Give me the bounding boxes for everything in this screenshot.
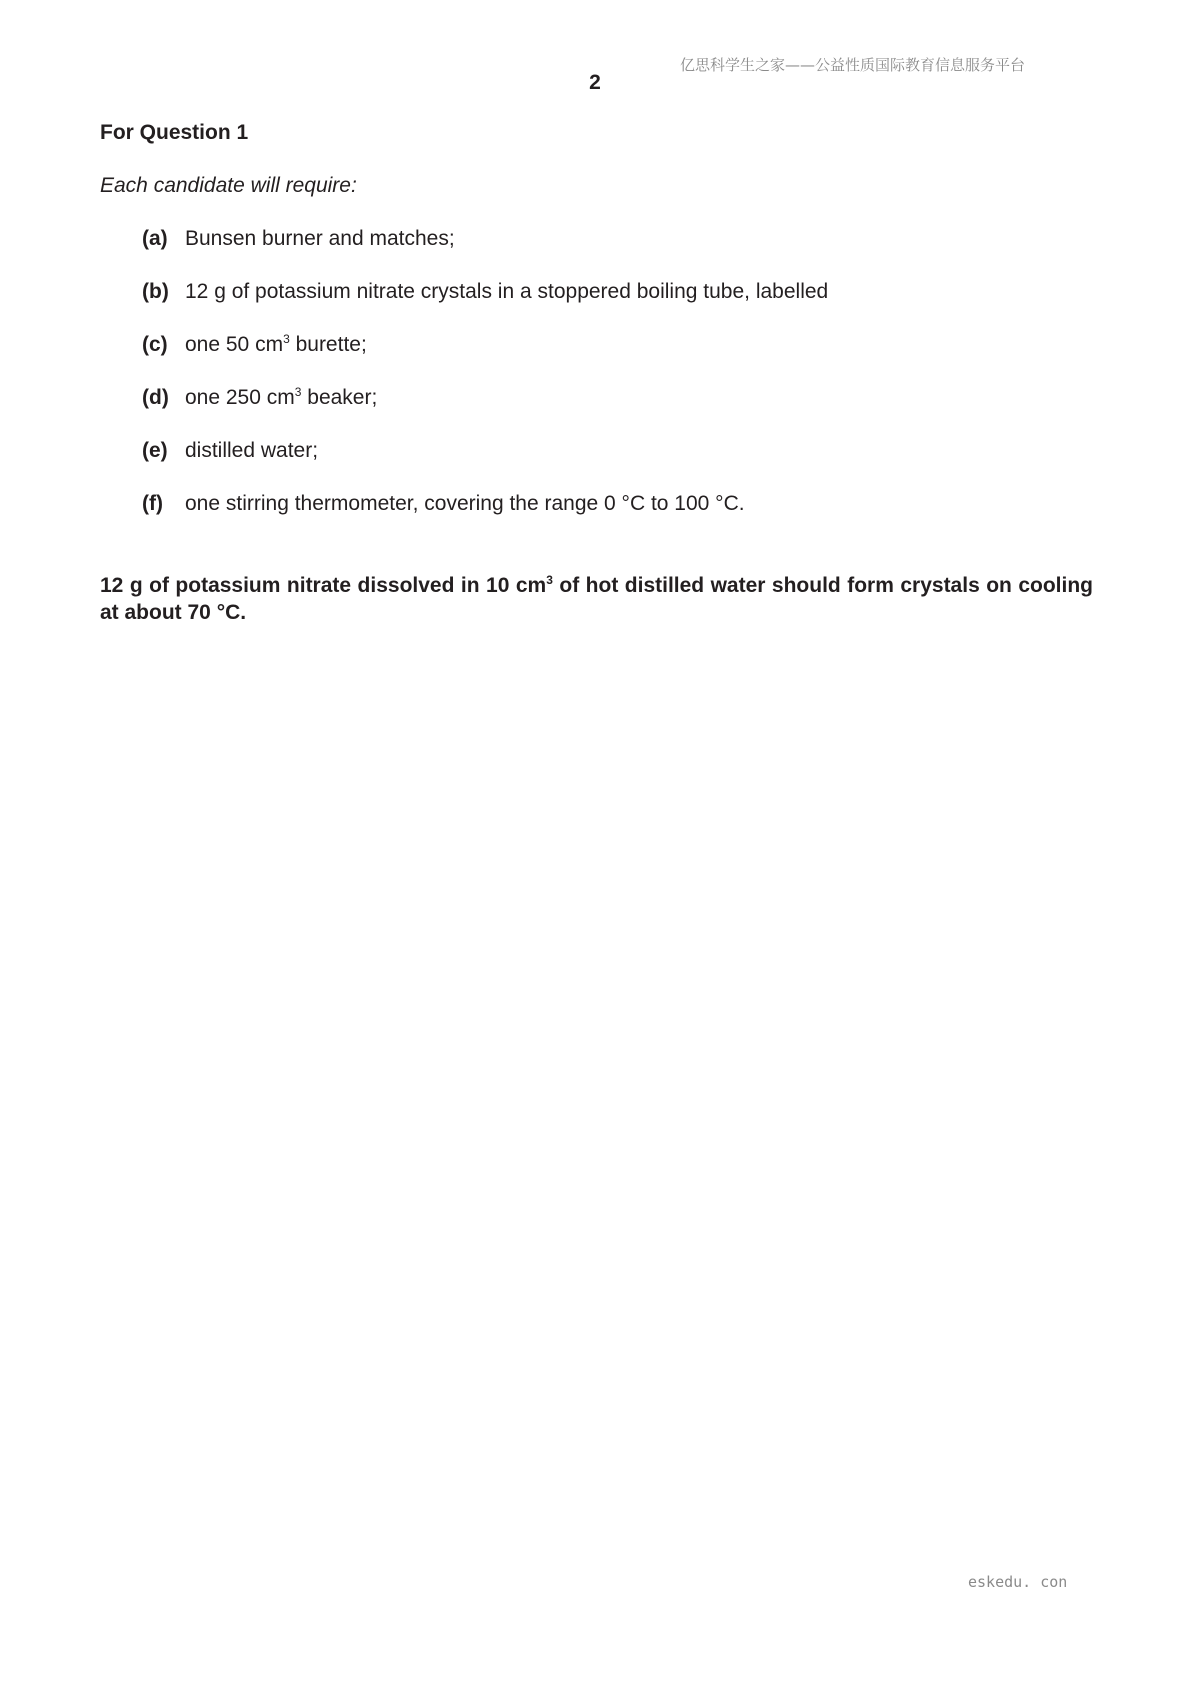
list-item-d [142, 386, 377, 410]
superscript: 3 [283, 332, 290, 346]
list-item-f [142, 492, 745, 516]
superscript: 3 [546, 573, 553, 587]
item-text-pre: one 250 cm [185, 386, 295, 409]
list-item-b [142, 280, 828, 304]
item-text: 12 g of potassium nitrate crystals in a stoppered boiling tube, labelled [185, 280, 829, 303]
item-letter: (d) [142, 386, 169, 409]
intro-text: Each candidate will require: [100, 174, 357, 197]
header-watermark: 亿思科学生之家——公益性质国际教育信息服务平台 [680, 56, 1026, 74]
list-item-c [142, 333, 367, 357]
footer-watermark: eskedu. con [968, 1573, 1068, 1591]
item-letter: (c) [142, 333, 168, 356]
item-text: distilled water; [185, 439, 319, 462]
item-text-post: beaker; [301, 386, 378, 409]
section-heading: For Question 1 [100, 121, 249, 144]
preparation-note [100, 572, 1093, 626]
item-letter: (e) [142, 439, 168, 462]
page-number: 2 [589, 71, 601, 94]
item-text-post: burette; [289, 333, 367, 356]
note-text-post: of hot distilled water should form crystals on cooling at about 70 °C. [100, 574, 1094, 624]
item-letter: (f) [142, 492, 163, 515]
superscript: 3 [294, 385, 302, 399]
item-text: one stirring thermometer, covering the range 0 °C to 100 °C. [185, 492, 745, 515]
list-item-e [142, 439, 318, 463]
list-item-a [142, 227, 455, 251]
item-text: Bunsen burner and matches; [185, 227, 455, 250]
item-text-pre: one 50 cm [185, 333, 284, 356]
item-letter: (b) [142, 280, 169, 303]
item-letter: (a) [142, 227, 168, 250]
note-text-pre: 12 g of potassium nitrate dissolved in 10 cm [100, 574, 547, 597]
